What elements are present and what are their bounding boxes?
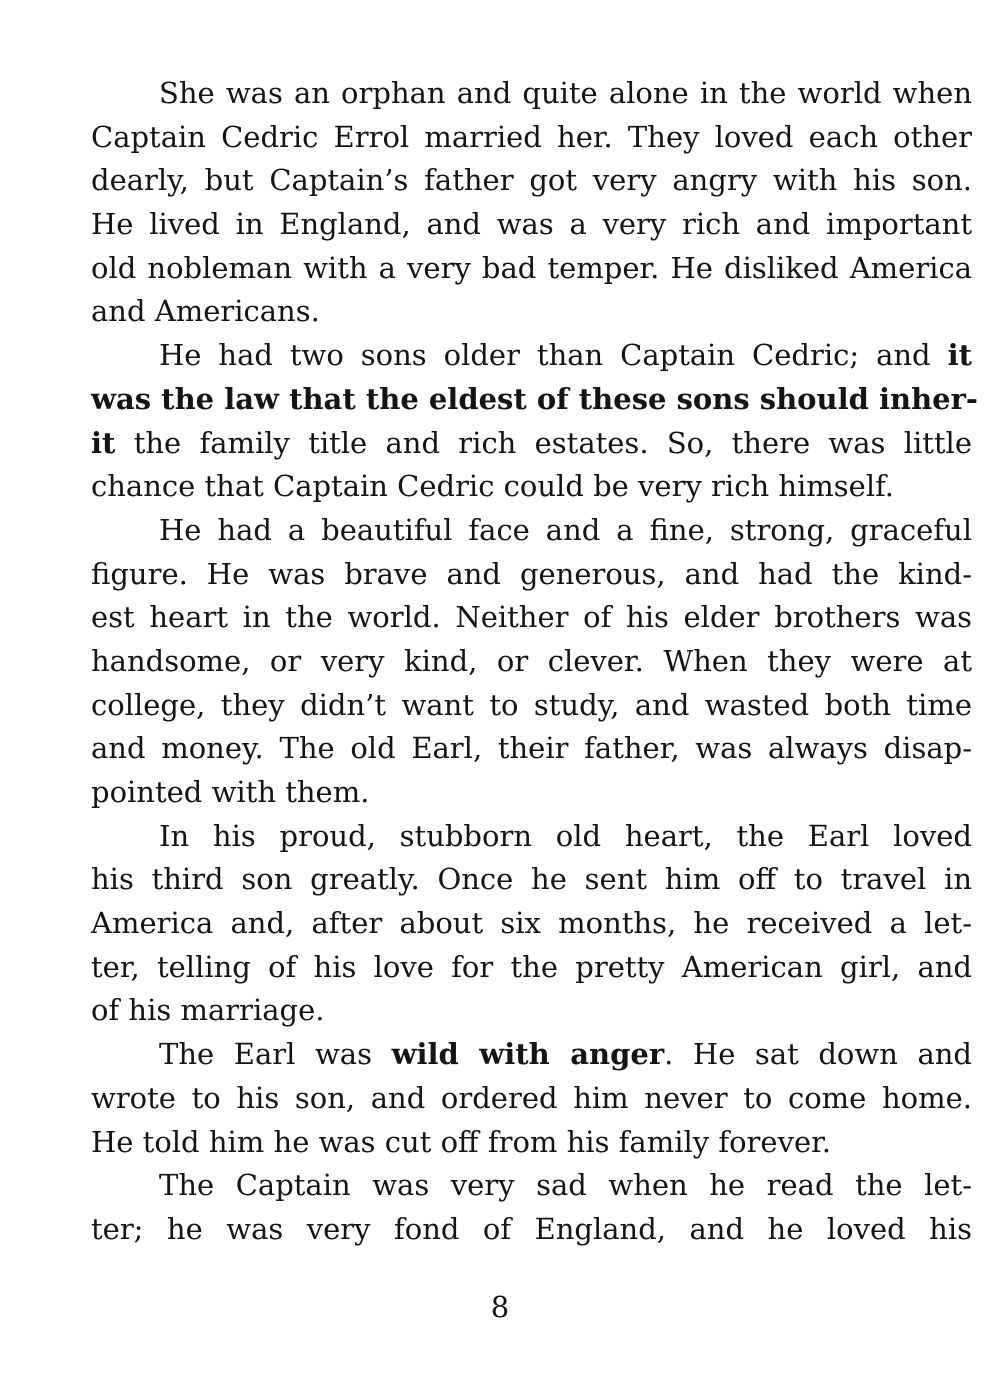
text-run: pointed with them.: [91, 775, 370, 809]
text-line: [91, 684, 972, 728]
bold-text-run: it: [91, 425, 116, 460]
text-run: He had two sons older than Captain Cedric; and: [159, 338, 948, 373]
text-line: [91, 116, 972, 160]
page-number: 8: [490, 1290, 510, 1324]
text-run: Captain Cedric Errol married her. They loved each other: [91, 119, 972, 154]
text-run: The Captain was very sad when he read the let-: [159, 1168, 972, 1203]
text-line: [91, 334, 972, 378]
text-run: handsome, or very kind, or clever. When they were at: [91, 643, 972, 678]
text-line: [91, 858, 972, 902]
paragraph-6: [91, 1164, 972, 1251]
text-line: [91, 422, 972, 466]
text-line: [91, 159, 972, 203]
bold-text-run: it: [947, 338, 972, 373]
text-run: She was an orphan and quite alone in the world when: [159, 76, 972, 110]
text-run: He lived in England, and was a very rich and important: [91, 207, 972, 242]
text-run: America and, after about six months, he received a let-: [91, 906, 972, 941]
paragraph-4: [91, 815, 972, 1033]
text-line: [91, 989, 972, 1033]
text-line: [91, 203, 972, 247]
text-line: [91, 902, 972, 946]
text-run: ter, telling of his love for the pretty American girl, and: [91, 949, 972, 984]
text-run: figure. He was brave and generous, and had the kind-: [91, 556, 972, 591]
paragraph-2: [91, 334, 978, 509]
text-line: [91, 1208, 972, 1252]
text-run: He had a beautiful face and a fine, strong, graceful: [159, 512, 972, 547]
paragraph-1: [91, 72, 972, 334]
bold-text-run: wild with anger: [391, 1037, 665, 1072]
text-run: The Earl was: [159, 1037, 392, 1072]
text-line: [91, 771, 972, 815]
paragraph-5: [91, 1033, 972, 1164]
body-text: [91, 72, 978, 1252]
text-line: [91, 596, 972, 640]
text-run: . He sat down and: [664, 1037, 972, 1072]
text-line: [91, 1164, 972, 1208]
text-run: He told him he was cut off from his family forever.: [91, 1124, 832, 1159]
text-line: [91, 247, 972, 291]
text-run: and money. The old Earl, their father, was always disap-: [91, 731, 972, 766]
text-run: ter; he was very fond of England, and he loved his: [91, 1211, 972, 1246]
text-line: [91, 640, 972, 684]
text-run: est heart in the world. Neither of his elder brothers was: [91, 600, 972, 635]
text-run: college, they didn’t want to study, and wasted both time: [91, 687, 972, 722]
text-run: the family title and rich estates. So, there was little: [115, 425, 972, 460]
text-line: [91, 553, 972, 597]
text-run: dearly, but Captain’s father got very angry with his son.: [91, 163, 972, 198]
text-run: wrote to his son, and ordered him never to come home.: [91, 1080, 972, 1115]
bold-text-run: was the law that the eldest of these sons should inher-: [91, 381, 978, 416]
text-line: [91, 1077, 972, 1121]
text-line: [91, 72, 972, 116]
text-line: [91, 727, 972, 771]
text-run: his third son greatly. Once he sent him off to travel in: [91, 862, 972, 897]
text-line: [91, 378, 978, 422]
text-run: old nobleman with a very bad temper. He disliked America: [91, 250, 972, 285]
text-line: [91, 1121, 972, 1165]
paragraph-3: [91, 509, 972, 815]
text-line: [91, 946, 972, 990]
text-line: [91, 1033, 972, 1077]
text-run: and Americans.: [91, 294, 320, 329]
text-line: [91, 815, 972, 859]
text-line: [91, 290, 972, 334]
text-run: chance that Captain Cedric could be very rich himself.: [91, 469, 895, 504]
text-line: [91, 509, 972, 553]
text-run: of his marriage.: [91, 993, 325, 1028]
text-run: In his proud, stubborn old heart, the Earl loved: [159, 818, 972, 853]
text-line: [91, 465, 972, 509]
